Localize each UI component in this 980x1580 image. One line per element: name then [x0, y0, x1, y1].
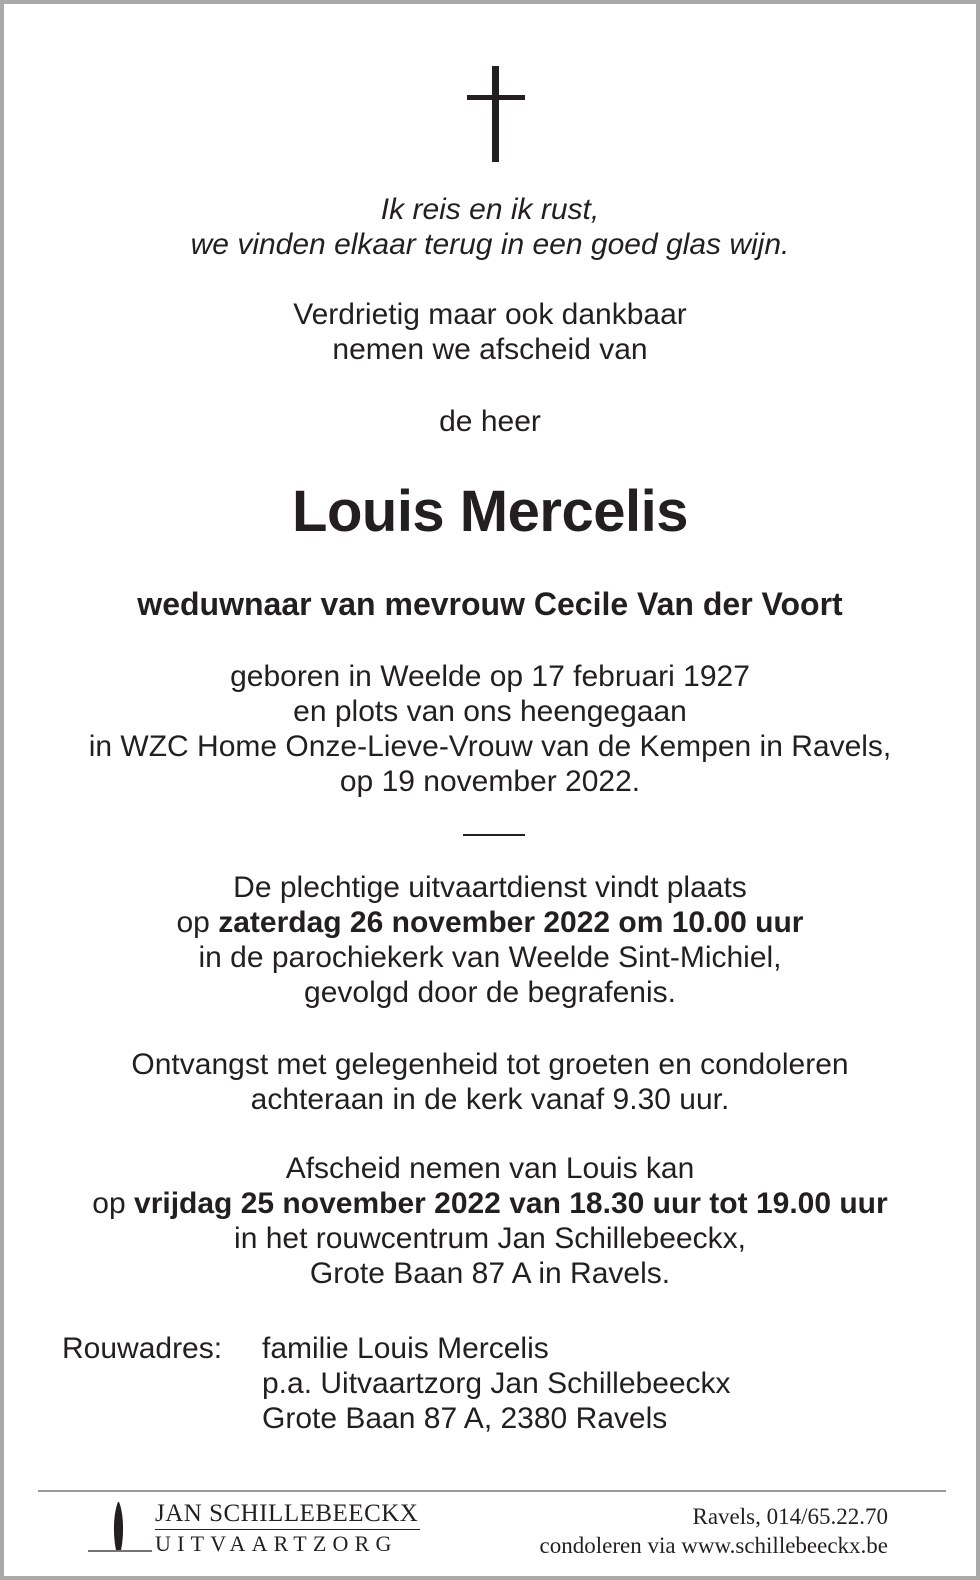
logo-subtitle: UITVAARTZORG — [155, 1531, 398, 1556]
farewell-details — [4, 1151, 976, 1291]
service-line: gevolgd door de begrafenis. — [304, 976, 676, 1009]
service-line: De plechtige uitvaartdienst vindt plaats — [233, 871, 747, 904]
intro-line: Verdrietig maar ook dankbaar — [293, 298, 687, 331]
honorific: de heer — [439, 405, 541, 438]
farewell-line: Afscheid nemen van Louis kan — [285, 1152, 695, 1185]
farewell-date-line — [4, 1186, 976, 1221]
life-details — [4, 659, 976, 799]
farewell-prefix: op — [92, 1187, 135, 1220]
life-line: in WZC Home Onze-Lieve-Vrouw van de Kempen in Ravels, — [88, 730, 892, 763]
farewell-line: Grote Baan 87 A in Ravels. — [309, 1257, 671, 1290]
farewell-line: in het rouwcentrum Jan Schillebeeckx, — [234, 1222, 746, 1255]
spouse-block — [4, 584, 976, 624]
intro — [4, 297, 976, 367]
contact-phone: Ravels, 014/65.22.70 — [692, 1504, 888, 1529]
verse-line: Ik reis en ik rust, — [380, 193, 600, 226]
contact-info — [540, 1502, 888, 1560]
spouse-line: weduwnaar van mevrouw Cecile Van der Voort — [137, 586, 843, 622]
title-block — [4, 404, 976, 439]
address-lines — [262, 1331, 731, 1436]
cross-icon — [467, 66, 525, 162]
verse — [4, 192, 976, 262]
funeral-home-logo — [88, 1498, 448, 1558]
address-line: p.a. Uitvaartzorg Jan Schillebeeckx — [262, 1367, 731, 1400]
address-line: Grote Baan 87 A, 2380 Ravels — [262, 1402, 668, 1435]
service-line: in de parochiekerk van Weelde Sint-Michiel, — [198, 941, 782, 974]
service-details — [4, 870, 976, 1010]
intro-line: nemen we afscheid van — [332, 333, 648, 366]
life-line: en plots van ons heengegaan — [293, 695, 687, 728]
life-line: op 19 november 2022. — [339, 765, 641, 798]
address-label: Rouwadres: — [62, 1332, 223, 1365]
deceased-name: Louis Mercelis — [292, 479, 688, 544]
logo-rule — [155, 1529, 420, 1530]
service-prefix: op — [176, 906, 219, 939]
reception-line: achteraan in de kerk vanaf 9.30 uur. — [250, 1083, 730, 1116]
divider — [463, 834, 525, 836]
life-line: geboren in Weelde op 17 februari 1927 — [230, 660, 750, 693]
address-line: familie Louis Mercelis — [262, 1332, 549, 1365]
farewell-date: vrijdag 25 november 2022 van 18.30 uur tot 19.00 uur — [134, 1187, 888, 1220]
cypress-tree-icon — [88, 1500, 152, 1558]
footer-rule — [38, 1490, 946, 1492]
service-date: zaterdag 26 november 2022 om 10.00 uur — [218, 906, 804, 939]
logo-name: JAN SCHILLEBEECKX — [155, 1500, 419, 1527]
reception-line: Ontvangst met gelegenheid tot groeten en condoleren — [131, 1048, 849, 1081]
verse-line: we vinden elkaar terug in een goed glas wijn. — [190, 228, 790, 261]
name-block — [4, 477, 976, 547]
service-date-line — [4, 905, 976, 940]
contact-website: condoleren via www.schillebeeckx.be — [539, 1533, 888, 1558]
reception-details — [4, 1047, 976, 1117]
